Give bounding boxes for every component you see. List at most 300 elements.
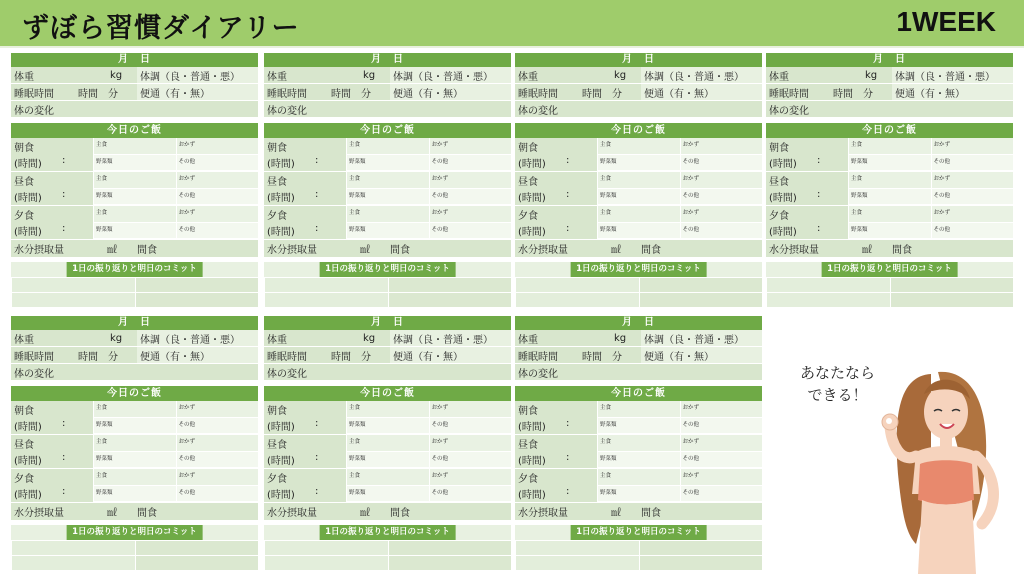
meal-time-label: (時間) [14, 456, 42, 468]
sleep-row [11, 347, 258, 364]
meal-label [766, 172, 848, 205]
meal-label [264, 435, 346, 468]
date-header: 月 日 [264, 316, 511, 330]
meal-label [766, 138, 848, 171]
meal-row [264, 435, 511, 469]
side-cell[interactable]: おかず [429, 172, 512, 189]
veg-cell[interactable]: 野菜類 [597, 486, 680, 503]
meal-name: 昼食 [518, 439, 538, 451]
veg-cell[interactable]: 野菜類 [93, 452, 176, 469]
meal-time-colon: : [566, 418, 570, 430]
meal-time-label: (時間) [518, 490, 546, 502]
meal-time-colon: : [817, 155, 821, 167]
water-label: 水分摂取量 [518, 245, 568, 256]
diary-card [11, 53, 258, 307]
commit-cell[interactable] [11, 292, 135, 307]
meal-label [515, 401, 597, 434]
other-cell[interactable]: その他 [680, 418, 763, 435]
staple-cell[interactable]: 主食 [597, 206, 680, 223]
meal-time-label: (時間) [267, 159, 295, 171]
daily-info-section [515, 53, 762, 118]
side-cell[interactable]: おかず [176, 172, 259, 189]
side-cell[interactable]: おかず [176, 401, 259, 418]
veg-cell[interactable]: 野菜類 [93, 155, 176, 172]
commit-cell[interactable] [135, 555, 259, 570]
veg-cell[interactable]: 野菜類 [346, 223, 429, 240]
meal-label [264, 469, 346, 502]
sleep-label: 睡眠時間 [769, 88, 809, 100]
commit-cell[interactable] [11, 555, 135, 570]
meal-time-colon: : [566, 155, 570, 167]
meal-time-label: (時間) [14, 490, 42, 502]
meal-label [11, 401, 93, 434]
meal-time-label: (時間) [267, 422, 295, 434]
meal-grid [597, 401, 762, 434]
weight-label: 体重 [14, 71, 34, 83]
veg-cell[interactable]: 野菜類 [597, 155, 680, 172]
meal-name: 夕食 [769, 210, 789, 222]
staple-cell[interactable]: 主食 [93, 206, 176, 223]
sleep-row [264, 347, 511, 364]
bowel-label: 便通（有・無） [390, 347, 511, 363]
meal-row [515, 469, 762, 503]
sleep-label: 睡眠時間 [267, 351, 307, 363]
date-header: 月 日 [515, 316, 762, 330]
date-header: 月 日 [515, 53, 762, 67]
veg-cell[interactable]: 野菜類 [848, 155, 931, 172]
commit-cell[interactable] [515, 292, 639, 307]
meal-time-colon: : [566, 189, 570, 201]
side-cell[interactable]: おかず [176, 469, 259, 486]
meal-row [766, 206, 1013, 240]
staple-cell[interactable]: 主食 [597, 401, 680, 418]
body-change-row [11, 364, 258, 381]
weight-row [515, 67, 762, 84]
sleep-row [515, 347, 762, 364]
side-cell[interactable]: おかず [680, 172, 763, 189]
meal-grid [597, 206, 762, 239]
commit-cell[interactable] [11, 540, 135, 555]
kg-unit: kg [614, 332, 627, 344]
body-change-row [515, 364, 762, 381]
meal-time-colon: : [566, 452, 570, 464]
sleep-row [264, 84, 511, 101]
commit-cell[interactable] [388, 540, 512, 555]
meal-time-colon: : [315, 189, 319, 201]
veg-cell[interactable]: 野菜類 [346, 486, 429, 503]
commit-header-bar [515, 262, 762, 277]
weight-row [515, 330, 762, 347]
staple-cell[interactable]: 主食 [93, 401, 176, 418]
staple-cell[interactable]: 主食 [848, 172, 931, 189]
condition-label: 体調（良・普通・悪） [641, 67, 762, 83]
body-change-label: 体の変化 [769, 105, 809, 117]
veg-cell[interactable]: 野菜類 [93, 418, 176, 435]
side-cell[interactable]: おかず [176, 206, 259, 223]
encouragement-line-1: あなたなら [800, 364, 876, 382]
meal-time-label: (時間) [769, 193, 797, 205]
ml-unit: ㎖ [611, 245, 621, 256]
side-cell[interactable]: おかず [931, 172, 1014, 189]
commit-cell[interactable] [766, 292, 890, 307]
veg-cell[interactable]: 野菜類 [93, 486, 176, 503]
meal-header: 今日のご飯 [264, 123, 511, 138]
meal-time-colon: : [62, 223, 66, 235]
meal-name: 朝食 [267, 405, 287, 417]
sleep-unit: 時間 分 [78, 351, 118, 363]
other-cell[interactable]: その他 [429, 486, 512, 503]
other-cell[interactable]: その他 [429, 223, 512, 240]
weight-row [766, 67, 1013, 84]
side-cell[interactable]: おかず [429, 401, 512, 418]
meal-time-label: (時間) [518, 159, 546, 171]
commit-section [264, 262, 511, 307]
water-row [264, 240, 511, 257]
side-cell[interactable]: おかず [680, 206, 763, 223]
veg-cell[interactable]: 野菜類 [346, 418, 429, 435]
staple-cell[interactable]: 主食 [848, 138, 931, 155]
meal-time-label: (時間) [769, 159, 797, 171]
other-cell[interactable]: その他 [429, 452, 512, 469]
staple-cell[interactable]: 主食 [346, 206, 429, 223]
meal-row [264, 401, 511, 435]
bowel-label: 便通（有・無） [137, 347, 258, 363]
meal-time-colon: : [62, 418, 66, 430]
other-cell[interactable]: その他 [176, 155, 259, 172]
other-cell[interactable]: その他 [680, 223, 763, 240]
side-cell[interactable]: おかず [680, 469, 763, 486]
side-cell[interactable]: おかず [429, 206, 512, 223]
other-cell[interactable]: その他 [176, 418, 259, 435]
meal-time-colon: : [62, 486, 66, 498]
meal-name: 朝食 [267, 142, 287, 154]
sports-top [918, 460, 974, 504]
sleep-row [515, 84, 762, 101]
commit-header: 1日の振り返りと明日のコミット [821, 262, 958, 277]
meal-time-label: (時間) [267, 456, 295, 468]
side-cell[interactable]: おかず [176, 138, 259, 155]
meal-name: 朝食 [518, 142, 538, 154]
commit-cells [11, 540, 258, 570]
staple-cell[interactable]: 主食 [848, 206, 931, 223]
veg-cell[interactable]: 野菜類 [848, 223, 931, 240]
other-cell[interactable]: その他 [680, 155, 763, 172]
meal-time-label: (時間) [518, 456, 546, 468]
meal-grid [597, 138, 762, 171]
side-cell[interactable]: おかず [680, 435, 763, 452]
sleep-unit: 時間 分 [833, 88, 873, 100]
meal-time-label: (時間) [14, 193, 42, 205]
water-row [11, 240, 258, 257]
side-cell[interactable]: おかず [680, 401, 763, 418]
staple-cell[interactable]: 主食 [346, 469, 429, 486]
commit-header: 1日の振り返りと明日のコミット [319, 525, 456, 540]
meal-name: 朝食 [14, 142, 34, 154]
meal-name: 昼食 [267, 439, 287, 451]
side-cell[interactable]: おかず [931, 138, 1014, 155]
bowel-label: 便通（有・無） [892, 84, 1013, 100]
body-change-row [515, 101, 762, 118]
staple-cell[interactable]: 主食 [597, 469, 680, 486]
meal-label [11, 138, 93, 171]
meal-time-label: (時間) [518, 193, 546, 205]
kg-unit: kg [110, 69, 123, 81]
meal-grid [346, 172, 511, 205]
ml-unit: ㎖ [360, 245, 370, 256]
veg-cell[interactable]: 野菜類 [93, 223, 176, 240]
torso [918, 500, 976, 574]
veg-cell[interactable]: 野菜類 [848, 189, 931, 206]
commit-header-bar [515, 525, 762, 540]
water-row [515, 240, 762, 257]
condition-label: 体調（良・普通・悪） [390, 67, 511, 83]
meal-grid [597, 435, 762, 468]
meal-time-label: (時間) [267, 227, 295, 239]
meal-time-colon: : [315, 452, 319, 464]
commit-cell[interactable] [515, 540, 639, 555]
commit-cell[interactable] [388, 292, 512, 307]
weight-label: 体重 [14, 334, 34, 346]
commit-cell[interactable] [135, 277, 259, 292]
commit-cell[interactable] [639, 540, 763, 555]
meal-label [11, 172, 93, 205]
veg-cell[interactable]: 野菜類 [597, 223, 680, 240]
commit-section [11, 262, 258, 307]
meal-label [515, 172, 597, 205]
veg-cell[interactable]: 野菜類 [597, 452, 680, 469]
commit-cell[interactable] [515, 277, 639, 292]
commit-cell[interactable] [264, 277, 388, 292]
staple-cell[interactable]: 主食 [93, 469, 176, 486]
side-cell[interactable]: おかず [931, 206, 1014, 223]
water-label: 水分摂取量 [14, 508, 64, 519]
commit-cell[interactable] [639, 277, 763, 292]
snack-label: 間食 [641, 508, 661, 519]
meals-section [766, 123, 1013, 257]
weight-label: 体重 [518, 334, 538, 346]
other-cell[interactable]: その他 [176, 189, 259, 206]
meal-time-colon: : [566, 486, 570, 498]
veg-cell[interactable]: 野菜類 [346, 189, 429, 206]
meals-section [11, 386, 258, 520]
ml-unit: ㎖ [107, 508, 117, 519]
daily-info-section [515, 316, 762, 381]
veg-cell[interactable]: 野菜類 [597, 189, 680, 206]
commit-header-bar [264, 525, 511, 540]
weight-row [264, 67, 511, 84]
body-change-row [11, 101, 258, 118]
sleep-label: 睡眠時間 [267, 88, 307, 100]
staple-cell[interactable]: 主食 [346, 401, 429, 418]
veg-cell[interactable]: 野菜類 [93, 189, 176, 206]
commit-header-bar [264, 262, 511, 277]
commit-cell[interactable] [264, 292, 388, 307]
meal-label [515, 138, 597, 171]
meal-label [264, 401, 346, 434]
ok-hand-ring [886, 418, 892, 424]
commit-cell[interactable] [639, 555, 763, 570]
staple-cell[interactable]: 主食 [597, 172, 680, 189]
commit-cells [766, 277, 1013, 307]
encouragement-text [800, 362, 875, 406]
snack-label: 間食 [137, 508, 157, 519]
commit-cell[interactable] [11, 277, 135, 292]
sleep-row [11, 84, 258, 101]
meal-label [11, 206, 93, 239]
meal-row [515, 138, 762, 172]
meal-row [264, 172, 511, 206]
staple-cell[interactable]: 主食 [93, 138, 176, 155]
daily-info-section [11, 53, 258, 118]
meal-name: 昼食 [14, 439, 34, 451]
meal-row [11, 206, 258, 240]
meal-row [11, 172, 258, 206]
other-cell[interactable]: その他 [680, 189, 763, 206]
meal-grid [346, 469, 511, 502]
meal-time-label: (時間) [14, 227, 42, 239]
bowel-label: 便通（有・無） [137, 84, 258, 100]
meal-time-label: (時間) [267, 193, 295, 205]
sleep-label: 睡眠時間 [518, 351, 558, 363]
veg-cell[interactable]: 野菜類 [597, 418, 680, 435]
commit-header-bar [11, 262, 258, 277]
commit-cell[interactable] [388, 555, 512, 570]
condition-label: 体調（良・普通・悪） [137, 67, 258, 83]
other-cell[interactable]: その他 [429, 155, 512, 172]
other-cell[interactable]: その他 [931, 189, 1014, 206]
side-cell[interactable]: おかず [429, 469, 512, 486]
other-cell[interactable]: その他 [680, 486, 763, 503]
diary-card [515, 53, 762, 307]
commit-header: 1日の振り返りと明日のコミット [319, 262, 456, 277]
meal-row [766, 138, 1013, 172]
title-banner [0, 0, 1024, 48]
side-cell[interactable]: おかず [680, 138, 763, 155]
commit-cell[interactable] [515, 555, 639, 570]
water-label: 水分摂取量 [14, 245, 64, 256]
weight-row [11, 67, 258, 84]
bowel-label: 便通（有・無） [641, 84, 762, 100]
meal-time-label: (時間) [267, 490, 295, 502]
meal-grid [93, 206, 258, 239]
diary-card [515, 316, 762, 570]
other-cell[interactable]: その他 [931, 155, 1014, 172]
diary-card [11, 316, 258, 570]
meal-time-colon: : [315, 155, 319, 167]
meal-time-colon: : [62, 452, 66, 464]
commit-cell[interactable] [264, 540, 388, 555]
meal-row [11, 401, 258, 435]
side-cell[interactable]: おかず [429, 138, 512, 155]
staple-cell[interactable]: 主食 [346, 138, 429, 155]
meals-section [264, 123, 511, 257]
sleep-unit: 時間 分 [331, 351, 371, 363]
commit-cell[interactable] [890, 277, 1014, 292]
ml-unit: ㎖ [862, 245, 872, 256]
meals-section [264, 386, 511, 520]
meal-grid [848, 138, 1013, 171]
commit-cell[interactable] [388, 277, 512, 292]
sleep-label: 睡眠時間 [14, 88, 54, 100]
commit-cell[interactable] [135, 540, 259, 555]
snack-label: 間食 [137, 245, 157, 256]
other-cell[interactable]: その他 [931, 223, 1014, 240]
staple-cell[interactable]: 主食 [346, 172, 429, 189]
snack-label: 間食 [641, 245, 661, 256]
meal-name: 夕食 [267, 473, 287, 485]
commit-header: 1日の振り返りと明日のコミット [570, 525, 707, 540]
meal-name: 朝食 [14, 405, 34, 417]
meal-label [11, 469, 93, 502]
other-cell[interactable]: その他 [176, 223, 259, 240]
weight-label: 体重 [518, 71, 538, 83]
diary-card [264, 316, 511, 570]
water-label: 水分摂取量 [518, 508, 568, 519]
veg-cell[interactable]: 野菜類 [346, 452, 429, 469]
condition-label: 体調（良・普通・悪） [892, 67, 1013, 83]
meal-name: 夕食 [267, 210, 287, 222]
meal-name: 朝食 [769, 142, 789, 154]
other-cell[interactable]: その他 [429, 189, 512, 206]
commit-cell[interactable] [890, 292, 1014, 307]
encouragement-line-2: できる！ [807, 386, 868, 404]
staple-cell[interactable]: 主食 [597, 435, 680, 452]
meal-name: 昼食 [769, 176, 789, 188]
meal-row [264, 469, 511, 503]
water-label: 水分摂取量 [267, 245, 317, 256]
meal-name: 夕食 [518, 210, 538, 222]
commit-cell[interactable] [264, 555, 388, 570]
commit-cell[interactable] [639, 292, 763, 307]
water-row [264, 503, 511, 520]
commit-header: 1日の振り返りと明日のコミット [66, 525, 203, 540]
daily-info-section [264, 53, 511, 118]
body-change-label: 体の変化 [14, 105, 54, 117]
meal-time-label: (時間) [14, 159, 42, 171]
sleep-label: 睡眠時間 [518, 88, 558, 100]
kg-unit: kg [614, 69, 627, 81]
meal-label [515, 469, 597, 502]
other-cell[interactable]: その他 [176, 452, 259, 469]
water-label: 水分摂取量 [769, 245, 819, 256]
staple-cell[interactable]: 主食 [597, 138, 680, 155]
weight-label: 体重 [267, 71, 287, 83]
staple-cell[interactable]: 主食 [93, 435, 176, 452]
side-cell[interactable]: おかず [176, 435, 259, 452]
veg-cell[interactable]: 野菜類 [346, 155, 429, 172]
commit-cell[interactable] [766, 277, 890, 292]
staple-cell[interactable]: 主食 [93, 172, 176, 189]
meal-header: 今日のご飯 [515, 386, 762, 401]
meal-header: 今日のご飯 [515, 123, 762, 138]
meal-label [515, 206, 597, 239]
other-cell[interactable]: その他 [176, 486, 259, 503]
meal-row [264, 206, 511, 240]
commit-cell[interactable] [135, 292, 259, 307]
commit-section [515, 525, 762, 570]
kg-unit: kg [363, 332, 376, 344]
meal-name: 昼食 [14, 176, 34, 188]
sleep-row [766, 84, 1013, 101]
meal-grid [848, 206, 1013, 239]
staple-cell[interactable]: 主食 [346, 435, 429, 452]
meal-grid [597, 172, 762, 205]
commit-header: 1日の振り返りと明日のコミット [570, 262, 707, 277]
side-cell[interactable]: おかず [429, 435, 512, 452]
other-cell[interactable]: その他 [429, 418, 512, 435]
other-cell[interactable]: その他 [680, 452, 763, 469]
body-change-row [766, 101, 1013, 118]
